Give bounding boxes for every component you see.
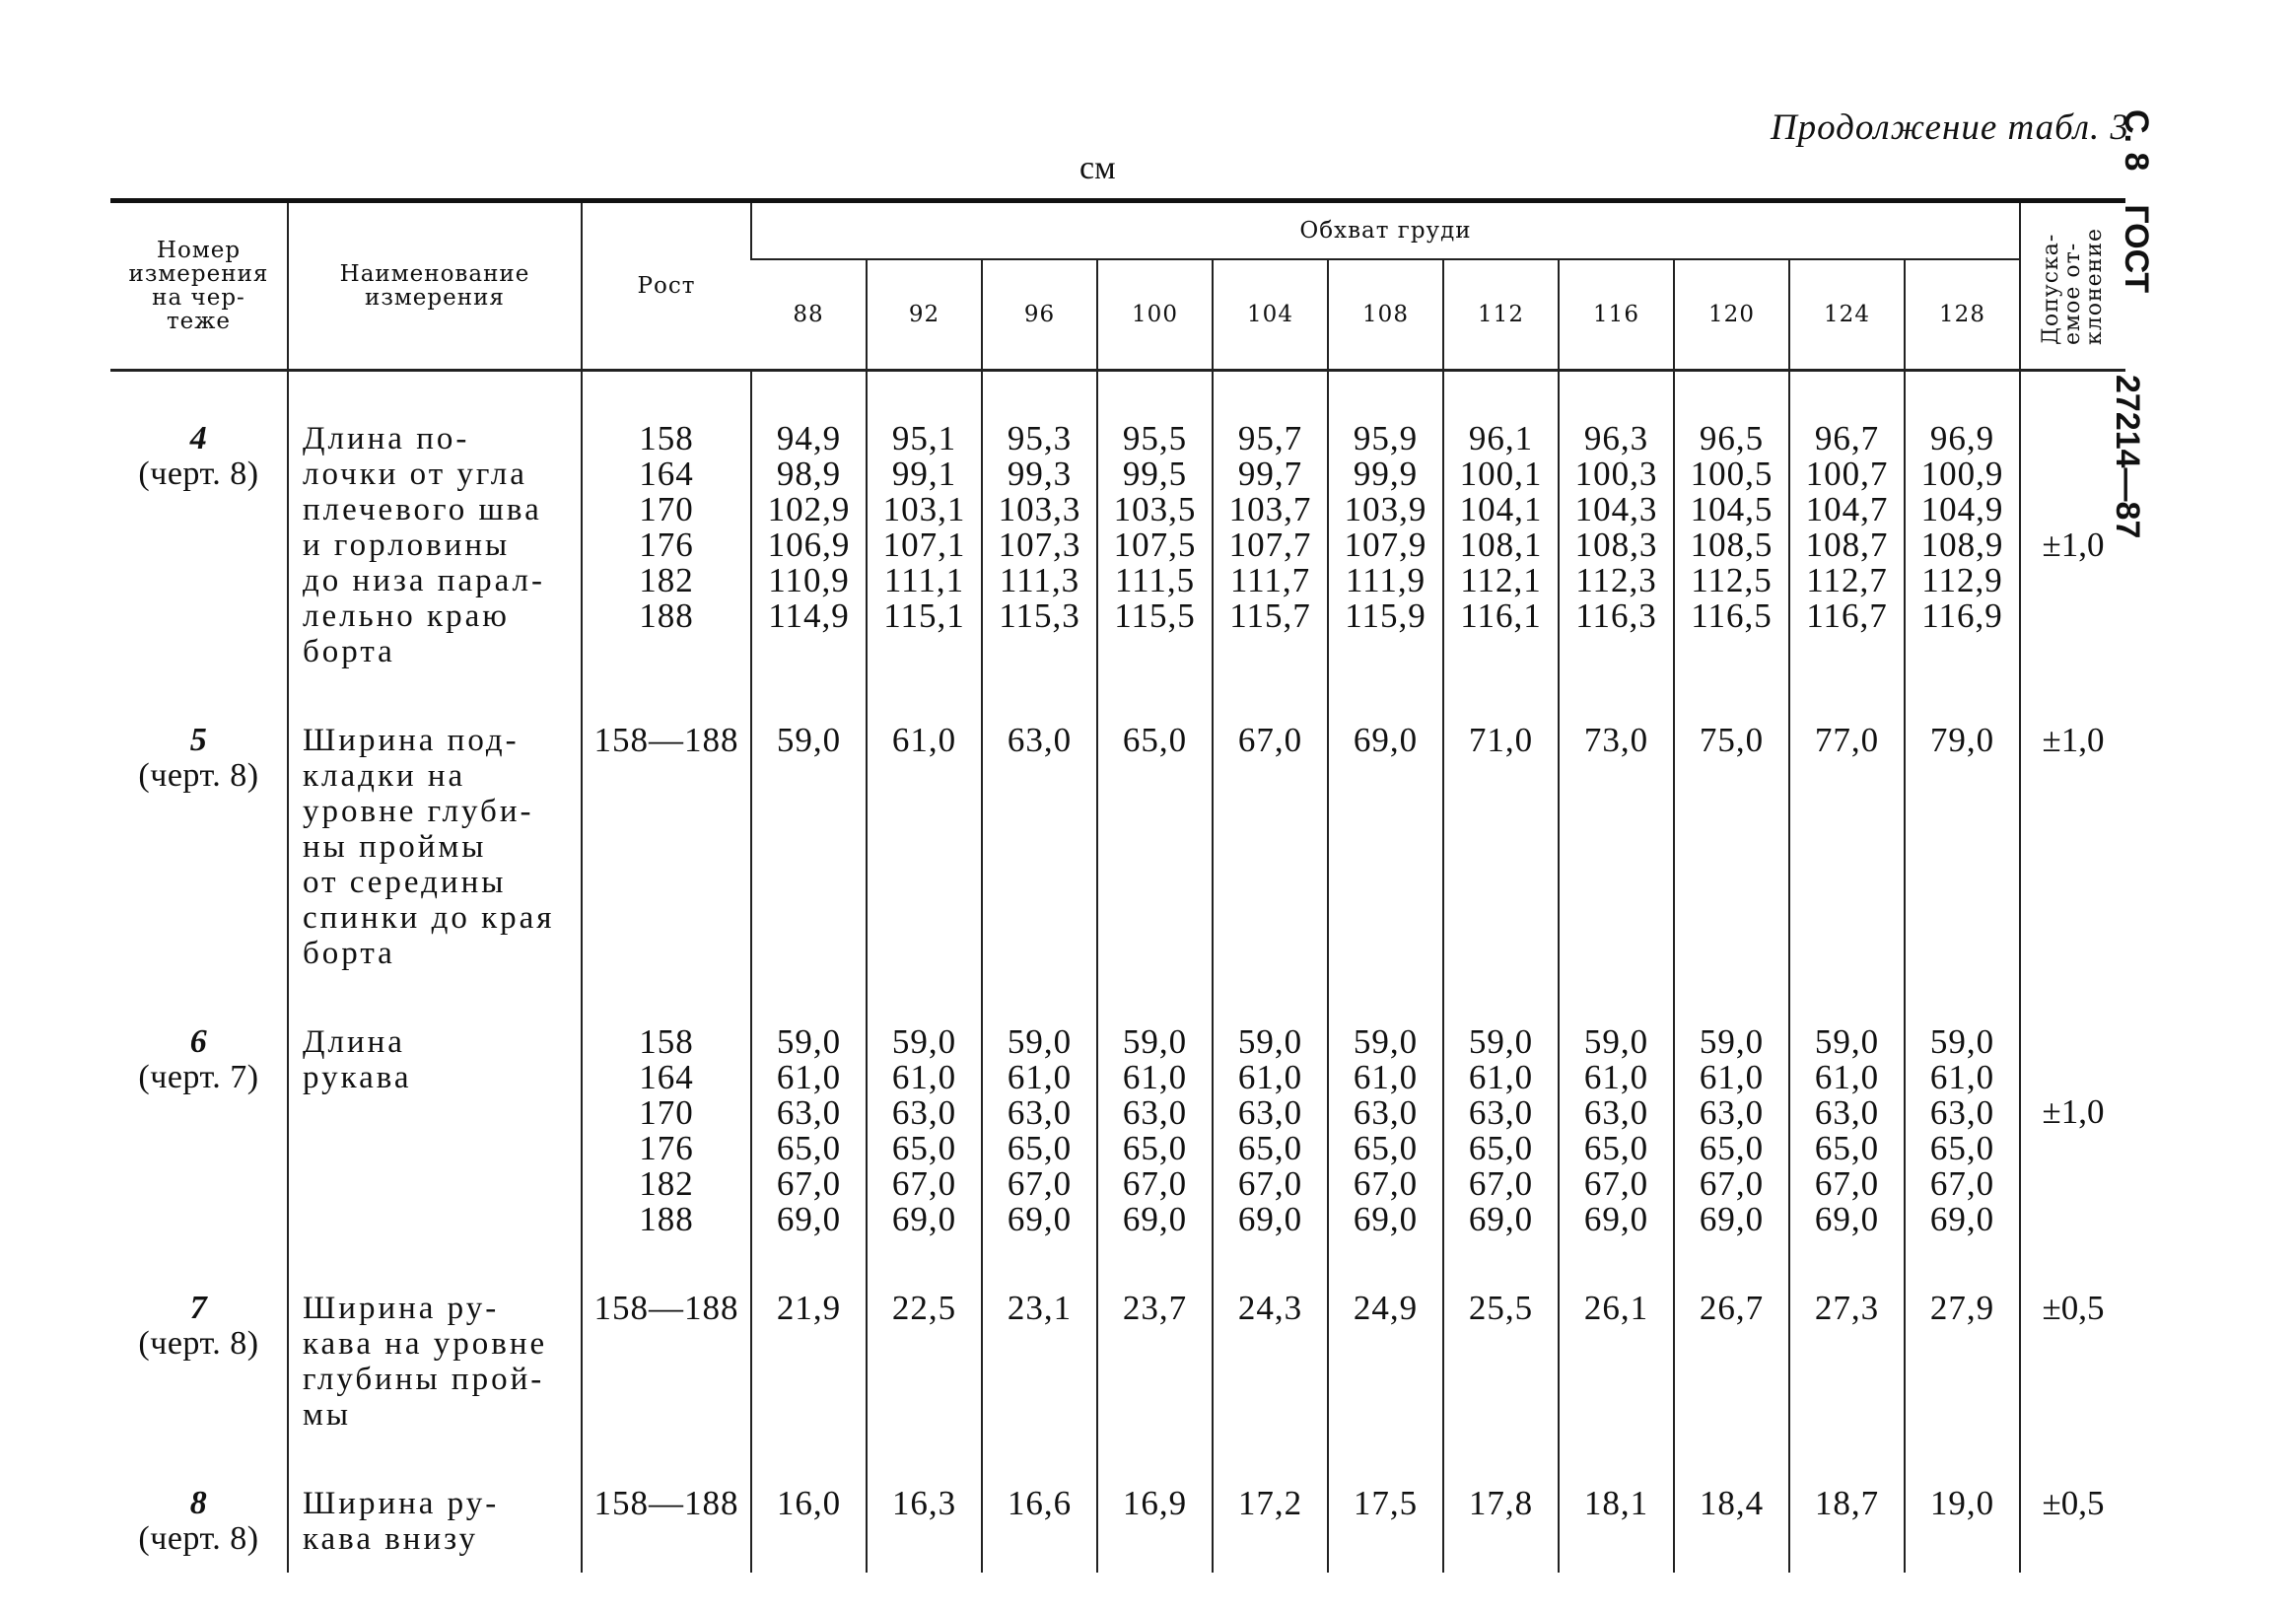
- tolerance-cell: ±1,0: [2020, 685, 2125, 987]
- value-cell: 71,0: [1443, 685, 1559, 987]
- measurement-number: [110, 371, 288, 686]
- measurement-id: 8: [189, 1485, 208, 1521]
- value-cell: 24,9: [1328, 1253, 1443, 1448]
- value-cell: 65,0: [1097, 685, 1213, 987]
- header-size: 100: [1097, 259, 1213, 371]
- value-cell: 75,0: [1674, 685, 1789, 987]
- value-cell: 16,0: [751, 1448, 867, 1573]
- value-cell: 63,0: [982, 685, 1097, 987]
- drawing-ref: (черт. 8): [138, 456, 259, 492]
- height-values: 158—188: [582, 685, 751, 987]
- header-tolerance-text: Допуска- емое от- клонение: [2039, 227, 2107, 345]
- measurement-number: [110, 1448, 288, 1573]
- measurement-name: Ширина ру- кава внизу: [288, 1448, 582, 1573]
- measurement-id: 4: [189, 420, 208, 456]
- drawing-ref: (черт. 8): [138, 757, 259, 794]
- value-cell: 96,3 100,3 104,3 108,3 112,3 116,3: [1559, 371, 1674, 686]
- tolerance-cell: ±1,0: [2020, 987, 2125, 1253]
- value-cell: 69,0: [1328, 685, 1443, 987]
- value-cell: 96,1 100,1 104,1 108,1 112,1 116,1: [1443, 371, 1559, 686]
- value-cell: 96,9 100,9 104,9 108,9 112,9 116,9: [1905, 371, 2020, 686]
- value-cell: 59,0 61,0 63,0 65,0 67,0 69,0: [867, 987, 982, 1253]
- value-cell: 17,5: [1328, 1448, 1443, 1573]
- value-cell: 96,7 100,7 104,7 108,7 112,7 116,7: [1789, 371, 1905, 686]
- value-cell: 95,7 99,7 103,7 107,7 111,7 115,7: [1213, 371, 1328, 686]
- height-values: 158—188: [582, 1448, 751, 1573]
- value-cell: 79,0: [1905, 685, 2020, 987]
- header-chest-girth: Обхват груди: [751, 201, 2020, 260]
- header-size: 92: [867, 259, 982, 371]
- value-cell: 59,0 61,0 63,0 65,0 67,0 69,0: [1559, 987, 1674, 1253]
- measurement-number: [110, 685, 288, 987]
- value-cell: 16,6: [982, 1448, 1097, 1573]
- header-height: Рост: [582, 201, 751, 371]
- value-cell: 26,7: [1674, 1253, 1789, 1448]
- drawing-ref: (черт. 8): [138, 1520, 259, 1557]
- height-values: 158 164 170 176 182 188: [582, 371, 751, 686]
- value-cell: 25,5: [1443, 1253, 1559, 1448]
- value-cell: 95,3 99,3 103,3 107,3 111,3 115,3: [982, 371, 1097, 686]
- tolerance-cell: ±0,5: [2020, 1448, 2125, 1573]
- value-cell: 18,7: [1789, 1448, 1905, 1573]
- header-size: 104: [1213, 259, 1328, 371]
- value-cell: 67,0: [1213, 685, 1328, 987]
- value-cell: 61,0: [867, 685, 982, 987]
- header-size: 108: [1328, 259, 1443, 371]
- value-cell: 77,0: [1789, 685, 1905, 987]
- value-cell: 59,0: [751, 685, 867, 987]
- header-size: 88: [751, 259, 867, 371]
- header-size: 128: [1905, 259, 2020, 371]
- header-size: 96: [982, 259, 1097, 371]
- unit-label: см: [1079, 150, 1116, 186]
- value-cell: 16,9: [1097, 1448, 1213, 1573]
- measurement-name: Длина рукава: [288, 987, 582, 1253]
- header-row-top: [110, 201, 2125, 260]
- header-size: 116: [1559, 259, 1674, 371]
- header-size: 112: [1443, 259, 1559, 371]
- value-cell: 95,9 99,9 103,9 107,9 111,9 115,9: [1328, 371, 1443, 686]
- value-cell: 59,0 61,0 63,0 65,0 67,0 69,0: [1674, 987, 1789, 1253]
- table-row: [110, 371, 2125, 686]
- tolerance-cell: ±1,0: [2020, 371, 2125, 686]
- measurement-name: Длина по- лочки от угла плечевого шва и горловины до низа парал- лельно краю борта: [288, 371, 582, 686]
- table-row: [110, 987, 2125, 1253]
- value-cell: 18,1: [1559, 1448, 1674, 1573]
- value-cell: 59,0 61,0 63,0 65,0 67,0 69,0: [1443, 987, 1559, 1253]
- measurement-number: [110, 987, 288, 1253]
- header-size: 120: [1674, 259, 1789, 371]
- value-cell: 59,0 61,0 63,0 65,0 67,0 69,0: [982, 987, 1097, 1253]
- value-cell: 27,3: [1789, 1253, 1905, 1448]
- value-cell: 27,9: [1905, 1253, 2020, 1448]
- value-cell: 23,7: [1097, 1253, 1213, 1448]
- value-cell: 95,5 99,5 103,5 107,5 111,5 115,5: [1097, 371, 1213, 686]
- standard-label: ГОСТ: [2118, 204, 2155, 294]
- value-cell: 96,5 100,5 104,5 108,5 112,5 116,5: [1674, 371, 1789, 686]
- tolerance-cell: ±0,5: [2020, 1253, 2125, 1448]
- header-name: Наименование измерения: [288, 201, 582, 371]
- header-num: Номер измерения на чер- теже: [110, 201, 288, 371]
- table-row: [110, 1253, 2125, 1448]
- measurements-table: [110, 198, 2125, 1573]
- value-cell: 59,0 61,0 63,0 65,0 67,0 69,0: [1213, 987, 1328, 1253]
- drawing-ref: (черт. 8): [138, 1325, 259, 1362]
- measurement-id: 6: [189, 1023, 208, 1060]
- value-cell: 17,8: [1443, 1448, 1559, 1573]
- value-cell: 17,2: [1213, 1448, 1328, 1573]
- value-cell: 59,0 61,0 63,0 65,0 67,0 69,0: [1097, 987, 1213, 1253]
- measurement-id: 7: [189, 1290, 208, 1326]
- table-caption: Продолжение табл. 3: [1770, 107, 2129, 148]
- value-cell: 59,0 61,0 63,0 65,0 67,0 69,0: [1328, 987, 1443, 1253]
- value-cell: 59,0 61,0 63,0 65,0 67,0 69,0: [751, 987, 867, 1253]
- table-row: [110, 685, 2125, 987]
- measurement-name: Ширина ру- кава на уровне глубины прой- мы: [288, 1253, 582, 1448]
- page-number: С. 8: [2118, 109, 2155, 172]
- value-cell: 26,1: [1559, 1253, 1674, 1448]
- value-cell: 73,0: [1559, 685, 1674, 987]
- header-tolerance: [2020, 201, 2125, 371]
- value-cell: 18,4: [1674, 1448, 1789, 1573]
- measurement-name: Ширина под- кладки на уровне глуби- ны проймы от середины спинки до края борта: [288, 685, 582, 987]
- measurement-number: [110, 1253, 288, 1448]
- value-cell: 21,9: [751, 1253, 867, 1448]
- value-cell: 23,1: [982, 1253, 1097, 1448]
- table-row: [110, 1448, 2125, 1573]
- height-values: 158—188: [582, 1253, 751, 1448]
- measurement-id: 5: [189, 722, 208, 758]
- height-values: 158 164 170 176 182 188: [582, 987, 751, 1253]
- value-cell: 16,3: [867, 1448, 982, 1573]
- header-size: 124: [1789, 259, 1905, 371]
- value-cell: 19,0: [1905, 1448, 2020, 1573]
- drawing-ref: (черт. 7): [138, 1059, 259, 1095]
- standard-number: 27214—87: [2109, 375, 2146, 539]
- value-cell: 94,9 98,9 102,9 106,9 110,9 114,9: [751, 371, 867, 686]
- value-cell: 59,0 61,0 63,0 65,0 67,0 69,0: [1789, 987, 1905, 1253]
- value-cell: 22,5: [867, 1253, 982, 1448]
- value-cell: 59,0 61,0 63,0 65,0 67,0 69,0: [1905, 987, 2020, 1253]
- value-cell: 24,3: [1213, 1253, 1328, 1448]
- value-cell: 95,1 99,1 103,1 107,1 111,1 115,1: [867, 371, 982, 686]
